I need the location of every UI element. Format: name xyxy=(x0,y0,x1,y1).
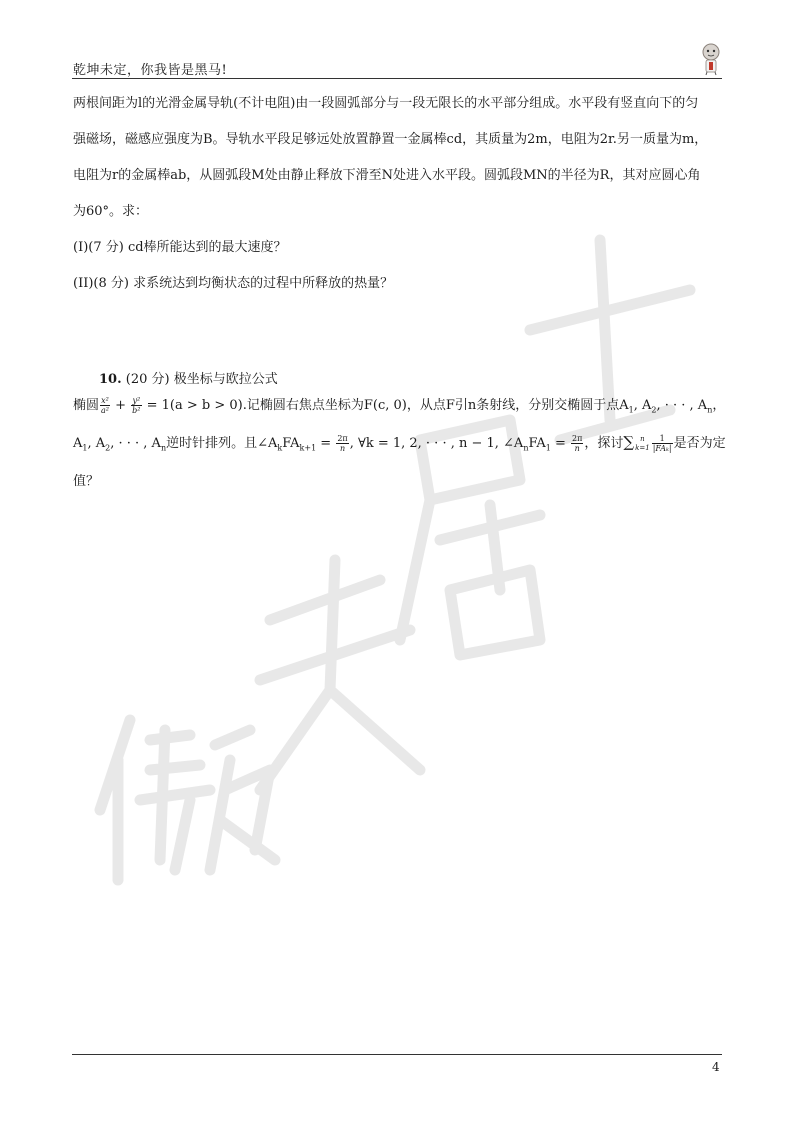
fraction xyxy=(100,396,110,415)
text-run: FA xyxy=(282,436,300,451)
subscript: k xyxy=(277,443,283,453)
text-run: , A xyxy=(87,436,106,451)
text-run: , · · · , A xyxy=(656,398,708,413)
problem10-row1 xyxy=(73,394,725,415)
frac-num: 2π xyxy=(337,434,348,443)
problem9-line: 电阻为r的金属棒ab，从圆弧段M处由静止释放下滑至N处进入水平段。圆弧段MN的半径为R，其对应圆心角 xyxy=(73,168,701,183)
sum-lower: k=1 xyxy=(635,443,650,452)
text-run: = 1(a > b > 0).记椭圆右焦点坐标为F(c, 0)，从点F引n条射线，分别交椭圆于点A xyxy=(142,398,629,413)
problem9-line: 两根间距为l的光滑金属导轨(不计电阻)由一段圆弧部分与一段无限长的水平部分组成。水平段有竖直向下的匀 xyxy=(73,96,699,111)
frac-num: 2π xyxy=(572,434,583,443)
subscript: 1 xyxy=(628,405,634,415)
frac-den: n xyxy=(339,444,346,453)
cartoon-figure-icon xyxy=(698,42,724,76)
fraction xyxy=(336,434,348,453)
text-run: 是否为定 xyxy=(673,436,726,451)
text-run: , A xyxy=(633,398,652,413)
page-number: 4 xyxy=(712,1060,720,1074)
subscript: 2 xyxy=(105,443,111,453)
problem-points: (20 分) 极坐标与欧拉公式 xyxy=(125,372,278,387)
text-run: , · · · , A xyxy=(110,436,161,451)
subscript: n xyxy=(707,405,713,415)
frac-den: a² xyxy=(101,406,109,415)
subscript: n xyxy=(523,443,529,453)
text-run: = xyxy=(550,436,571,451)
footer-rule xyxy=(72,1054,722,1055)
problem9-line: 强磁场，磁感应强度为B。导轨水平段足够远处放置静置一金属棒cd，其质量为2m，电阻为2r.另一质量为m， xyxy=(73,132,708,147)
header-title: 乾坤未定，你我皆是黑马! xyxy=(73,63,228,78)
text-run: ， xyxy=(712,398,726,413)
subscript: 1 xyxy=(545,443,551,453)
sum-limits xyxy=(635,435,650,453)
text-run: A xyxy=(73,436,83,451)
frac-den: |FAₖ| xyxy=(652,444,672,453)
text-run: = xyxy=(316,436,336,451)
problem10-row2 xyxy=(73,432,726,453)
frac-num: 1 xyxy=(652,434,673,444)
question-ii: (II)(8 分) 求系统达到均衡状态的过程中所释放的热量？ xyxy=(73,276,394,291)
problem9-line: 为60°。求： xyxy=(73,204,149,219)
text-run: + xyxy=(111,398,131,413)
fraction xyxy=(571,434,583,453)
problem10-row3: 值？ xyxy=(73,474,100,489)
subscript: n xyxy=(160,443,167,453)
fraction xyxy=(652,434,673,453)
text-run: ，探讨 xyxy=(584,436,624,451)
frac-num: y² xyxy=(132,396,141,405)
text-run: FA xyxy=(528,436,546,451)
sum-upper: n xyxy=(640,434,645,443)
problem9-text xyxy=(73,86,723,230)
frac-den: n xyxy=(574,444,580,453)
subscript: k+1 xyxy=(299,443,317,453)
subscript: 1 xyxy=(82,443,88,453)
header-rule xyxy=(72,78,722,79)
text-run: 椭圆 xyxy=(73,398,100,413)
text-run: , ∀k = 1, 2, · · · , n − 1, ∠A xyxy=(349,436,524,451)
text-run: 逆时针排列。且∠A xyxy=(166,436,278,451)
fraction xyxy=(131,396,141,415)
frac-num: x² xyxy=(101,396,109,405)
sum-symbol: ∑ xyxy=(623,433,635,451)
problem10-title xyxy=(99,368,278,387)
frac-den: b² xyxy=(132,406,141,415)
subscript: 2 xyxy=(651,405,657,415)
problem-number: 10. xyxy=(99,372,122,387)
question-i: (I)(7 分) cd棒所能达到的最大速度？ xyxy=(73,240,287,255)
